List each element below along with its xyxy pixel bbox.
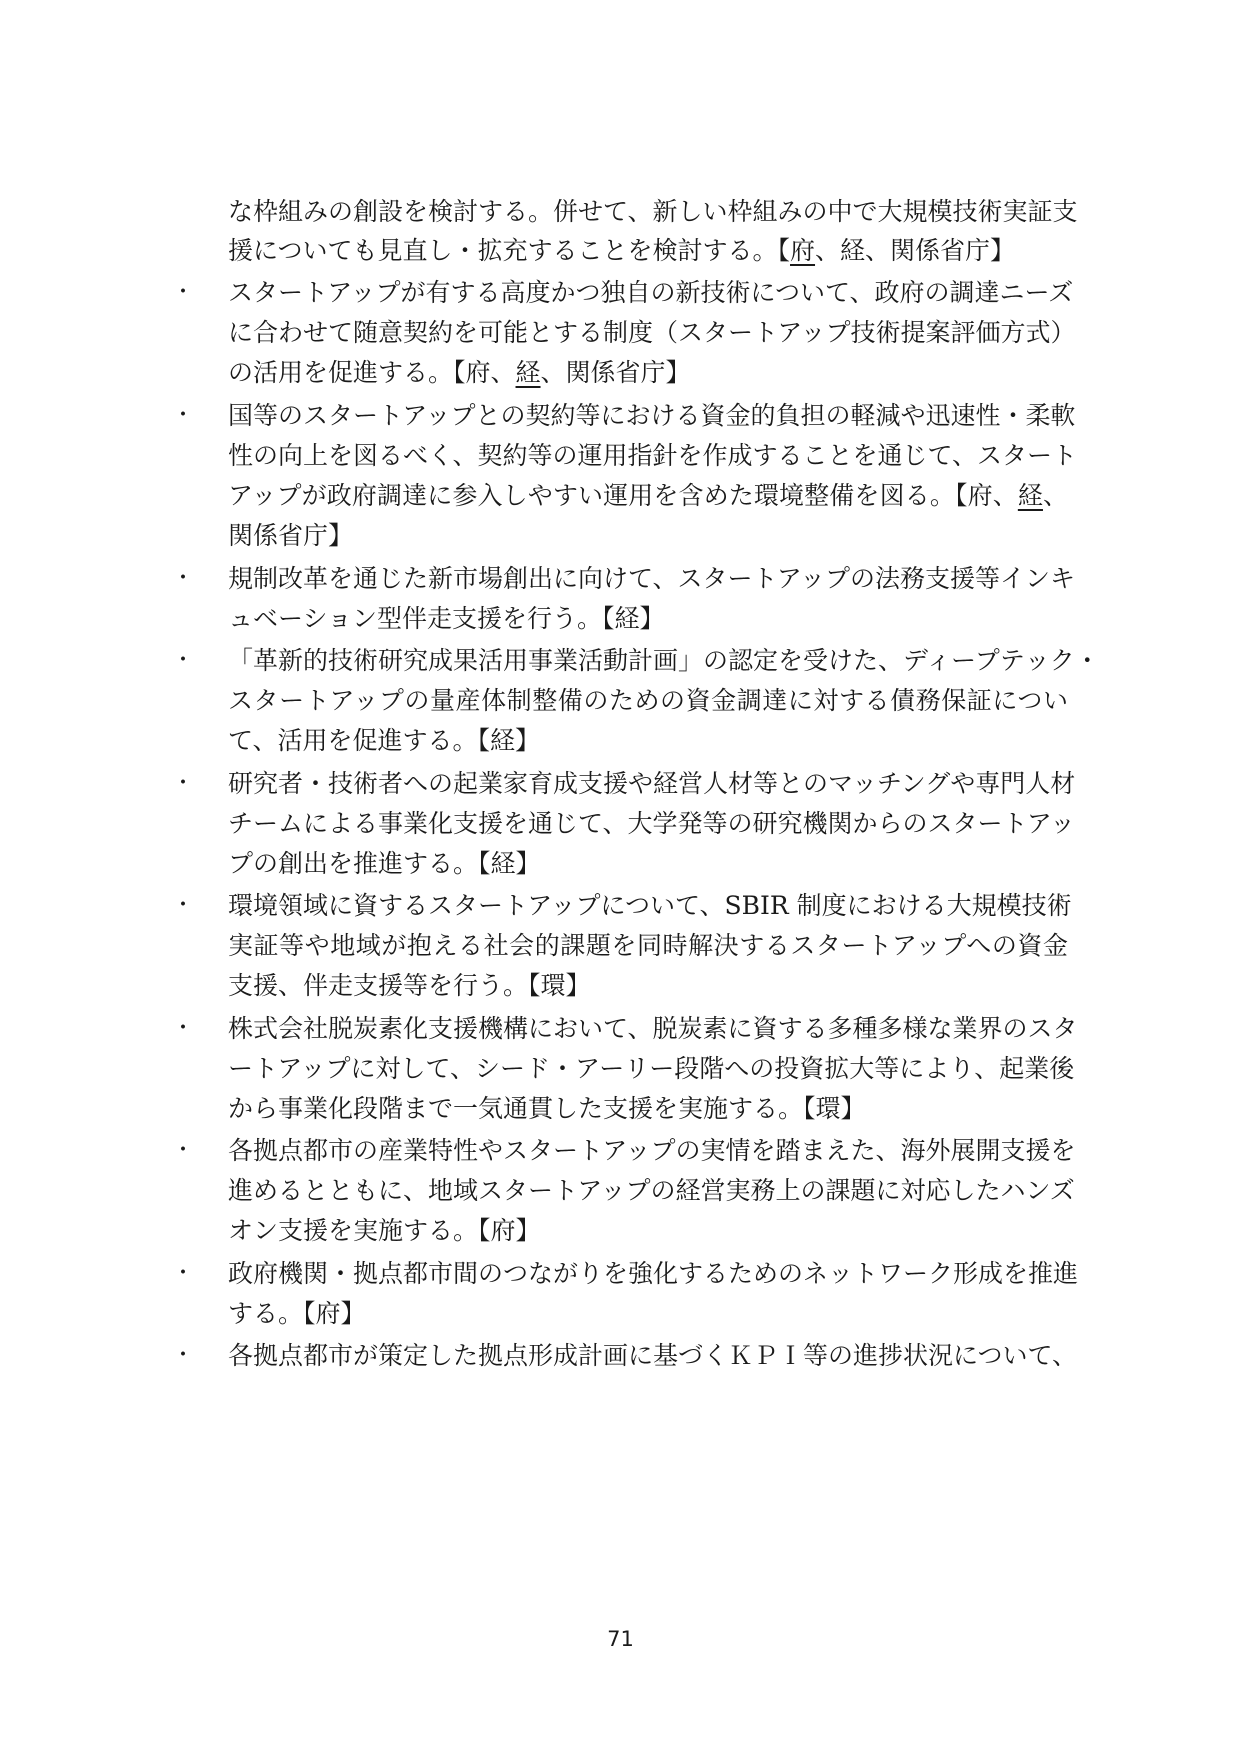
text-line: 国等のスタートアップとの契約等における資金的負担の軽減や迅速性・柔軟 [228, 401, 1076, 430]
text-line: 進めるとともに、地域スタートアップの経営実務上の課題に対応したハンズ [228, 1176, 1075, 1205]
list-bullet: ・ [172, 1343, 195, 1368]
page-number: 71 [607, 1627, 634, 1651]
text-line: ュベーション型伴走支援を行う。【経】 [228, 604, 665, 633]
list-bullet: ・ [172, 1138, 195, 1163]
text-line: アップが政府調達に参入しやすい運用を含めた環境整備を図る。【府、経、 [228, 481, 1068, 510]
text-line: チームによる事業化支援を通じて、大学発等の研究機関からのスタートアッ [228, 809, 1076, 838]
text-line: 研究者・技術者への起業家育成支援や経営人材等とのマッチングや専門人材 [228, 769, 1076, 798]
list-bullet: ・ [172, 403, 195, 428]
text-line: 環境領域に資するスタートアップについて、SBIR 制度における大規模技術 [228, 891, 1072, 920]
list-bullet: ・ [172, 893, 195, 918]
text-line: スタートアップの量産体制整備のための資金調達に対する債務保証につい [228, 686, 1068, 715]
text-line: に合わせて随意契約を可能とする制度（スタートアップ技術提案評価方式） [228, 318, 1076, 347]
list-bullet: ・ [172, 280, 195, 305]
text-line: 関係省庁】 [228, 521, 354, 550]
text-line: 株式会社脱炭素化支援機構において、脱炭素に資する多種多様な業界のスタ [228, 1014, 1078, 1043]
text-line: 援についても見直し・拡充することを検討する。【府、経、関係省庁】 [228, 236, 1016, 265]
underlined-ministry: 経 [515, 358, 541, 387]
text-line: する。【府】 [228, 1299, 366, 1328]
underlined-ministry: 経 [1017, 481, 1043, 510]
underlined-ministry: 府 [790, 236, 816, 265]
text-line: プの創出を推進する。【経】 [228, 849, 541, 878]
text-line: から事業化段階まで一気通貫した支援を実施する。【環】 [228, 1094, 866, 1123]
text-line: 支援、伴走支援等を行う。【環】 [228, 971, 591, 1000]
list-bullet: ・ [172, 771, 195, 796]
text-line: オン支援を実施する。【府】 [228, 1216, 541, 1245]
list-bullet: ・ [172, 648, 195, 673]
text-line: 政府機関・拠点都市間のつながりを強化するためのネットワーク形成を推進 [228, 1259, 1079, 1288]
text-line: 「革新的技術研究成果活用事業活動計画」の認定を受けた、ディープテック・ [228, 646, 1100, 675]
text-line: 各拠点都市が策定した拠点形成計画に基づくＫＰＩ等の進捗状況について、 [228, 1341, 1078, 1370]
list-bullet: ・ [172, 1016, 195, 1041]
text-line: 各拠点都市の産業特性やスタートアップの実情を踏まえた、海外展開支援を [228, 1136, 1076, 1165]
text-line: 規制改革を通じた新市場創出に向けて、スタートアップの法務支援等インキ [228, 564, 1076, 593]
list-bullet: ・ [172, 1261, 195, 1286]
text-line: の活用を促進する。【府、経、関係省庁】 [228, 358, 691, 387]
text-line: 実証等や地域が抱える社会的課題を同時解決するスタートアップへの資金 [228, 931, 1068, 960]
text-line: 性の向上を図るべく、契約等の運用指針を作成することを通じて、スタート [228, 441, 1078, 470]
list-bullet: ・ [172, 566, 195, 591]
text-line: て、活用を促進する。【経】 [228, 726, 541, 755]
text-line: な枠組みの創設を検討する。併せて、新しい枠組みの中で大規模技術実証支 [228, 197, 1078, 226]
text-line: スタートアップが有する高度かつ独自の新技術について、政府の調達ニーズ [228, 278, 1074, 307]
text-line: ートアップに対して、シード・アーリー段階への投資拡大等により、起業後 [228, 1054, 1075, 1083]
